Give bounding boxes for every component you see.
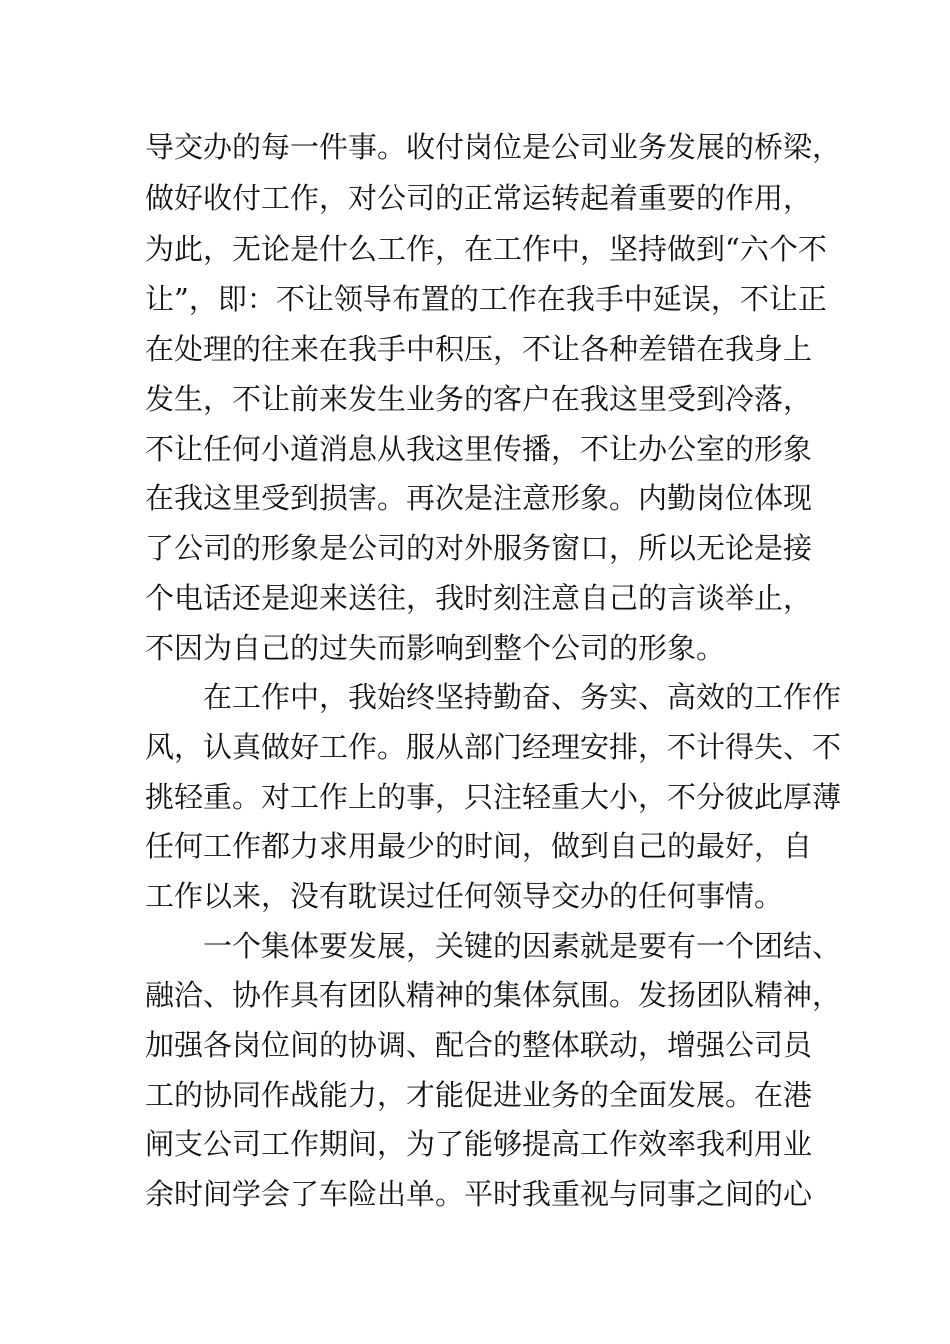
paragraph-first-line: 在工作中，我始终坚持勤奋、务实、高效的工作作 xyxy=(203,680,842,714)
text-line: 不因为自己的过失而影响到整个公司的形象。 xyxy=(145,631,726,665)
text-line: 加强各岗位间的协调、配合的整体联动，增强公司员 xyxy=(145,1028,813,1062)
text-line: 做好收付工作，对公司的正常运转起着重要的作用， xyxy=(145,181,813,215)
text-line: 为此，无论是什么工作，在工作中，坚持做到“六个不 xyxy=(145,232,827,266)
text-line: 任何工作都力求用最少的时间，做到自己的最好，自 xyxy=(145,829,813,863)
text-line: 融洽、协作具有团队精神的集体氛围。发扬团队精神， xyxy=(145,978,842,1012)
text-line: 了公司的形象是公司的对外服务窗口，所以无论是接 xyxy=(145,531,813,565)
text-line: 不让任何小道消息从我这里传播，不让办公室的形象 xyxy=(145,432,813,466)
text-line: 发生，不让前来发生业务的客户在我这里受到冷落， xyxy=(145,382,813,416)
text-line: 个电话还是迎来送往，我时刻注意自己的言谈举止， xyxy=(145,581,813,615)
text-line: 余时间学会了车险出单。平时我重视与同事之间的心 xyxy=(145,1177,813,1211)
text-line: 导交办的每一件事。收付岗位是公司业务发展的桥梁， xyxy=(145,130,842,164)
text-line: 闸支公司工作期间，为了能够提高工作效率我利用业 xyxy=(145,1127,813,1161)
text-line: 挑轻重。对工作上的事，只注轻重大小，不分彼此厚薄 xyxy=(145,780,842,814)
paragraph-first-line: 一个集体要发展，关键的因素就是要有一个团结、 xyxy=(203,929,842,963)
text-line: 工作以来，没有耽误过任何领导交办的任何事情。 xyxy=(145,879,784,913)
text-line: 风，认真做好工作。服从部门经理安排，不计得失、不 xyxy=(145,730,842,764)
text-line: 在处理的往来在我手中积压，不让各种差错在我身上 xyxy=(145,332,813,366)
text-line: 工的协同作战能力，才能促进业务的全面发展。在港 xyxy=(145,1078,813,1112)
text-line: 让”，即：不让领导布置的工作在我手中延误，不让正 xyxy=(145,282,827,316)
text-line: 在我这里受到损害。再次是注意形象。内勤岗位体现 xyxy=(145,481,813,515)
